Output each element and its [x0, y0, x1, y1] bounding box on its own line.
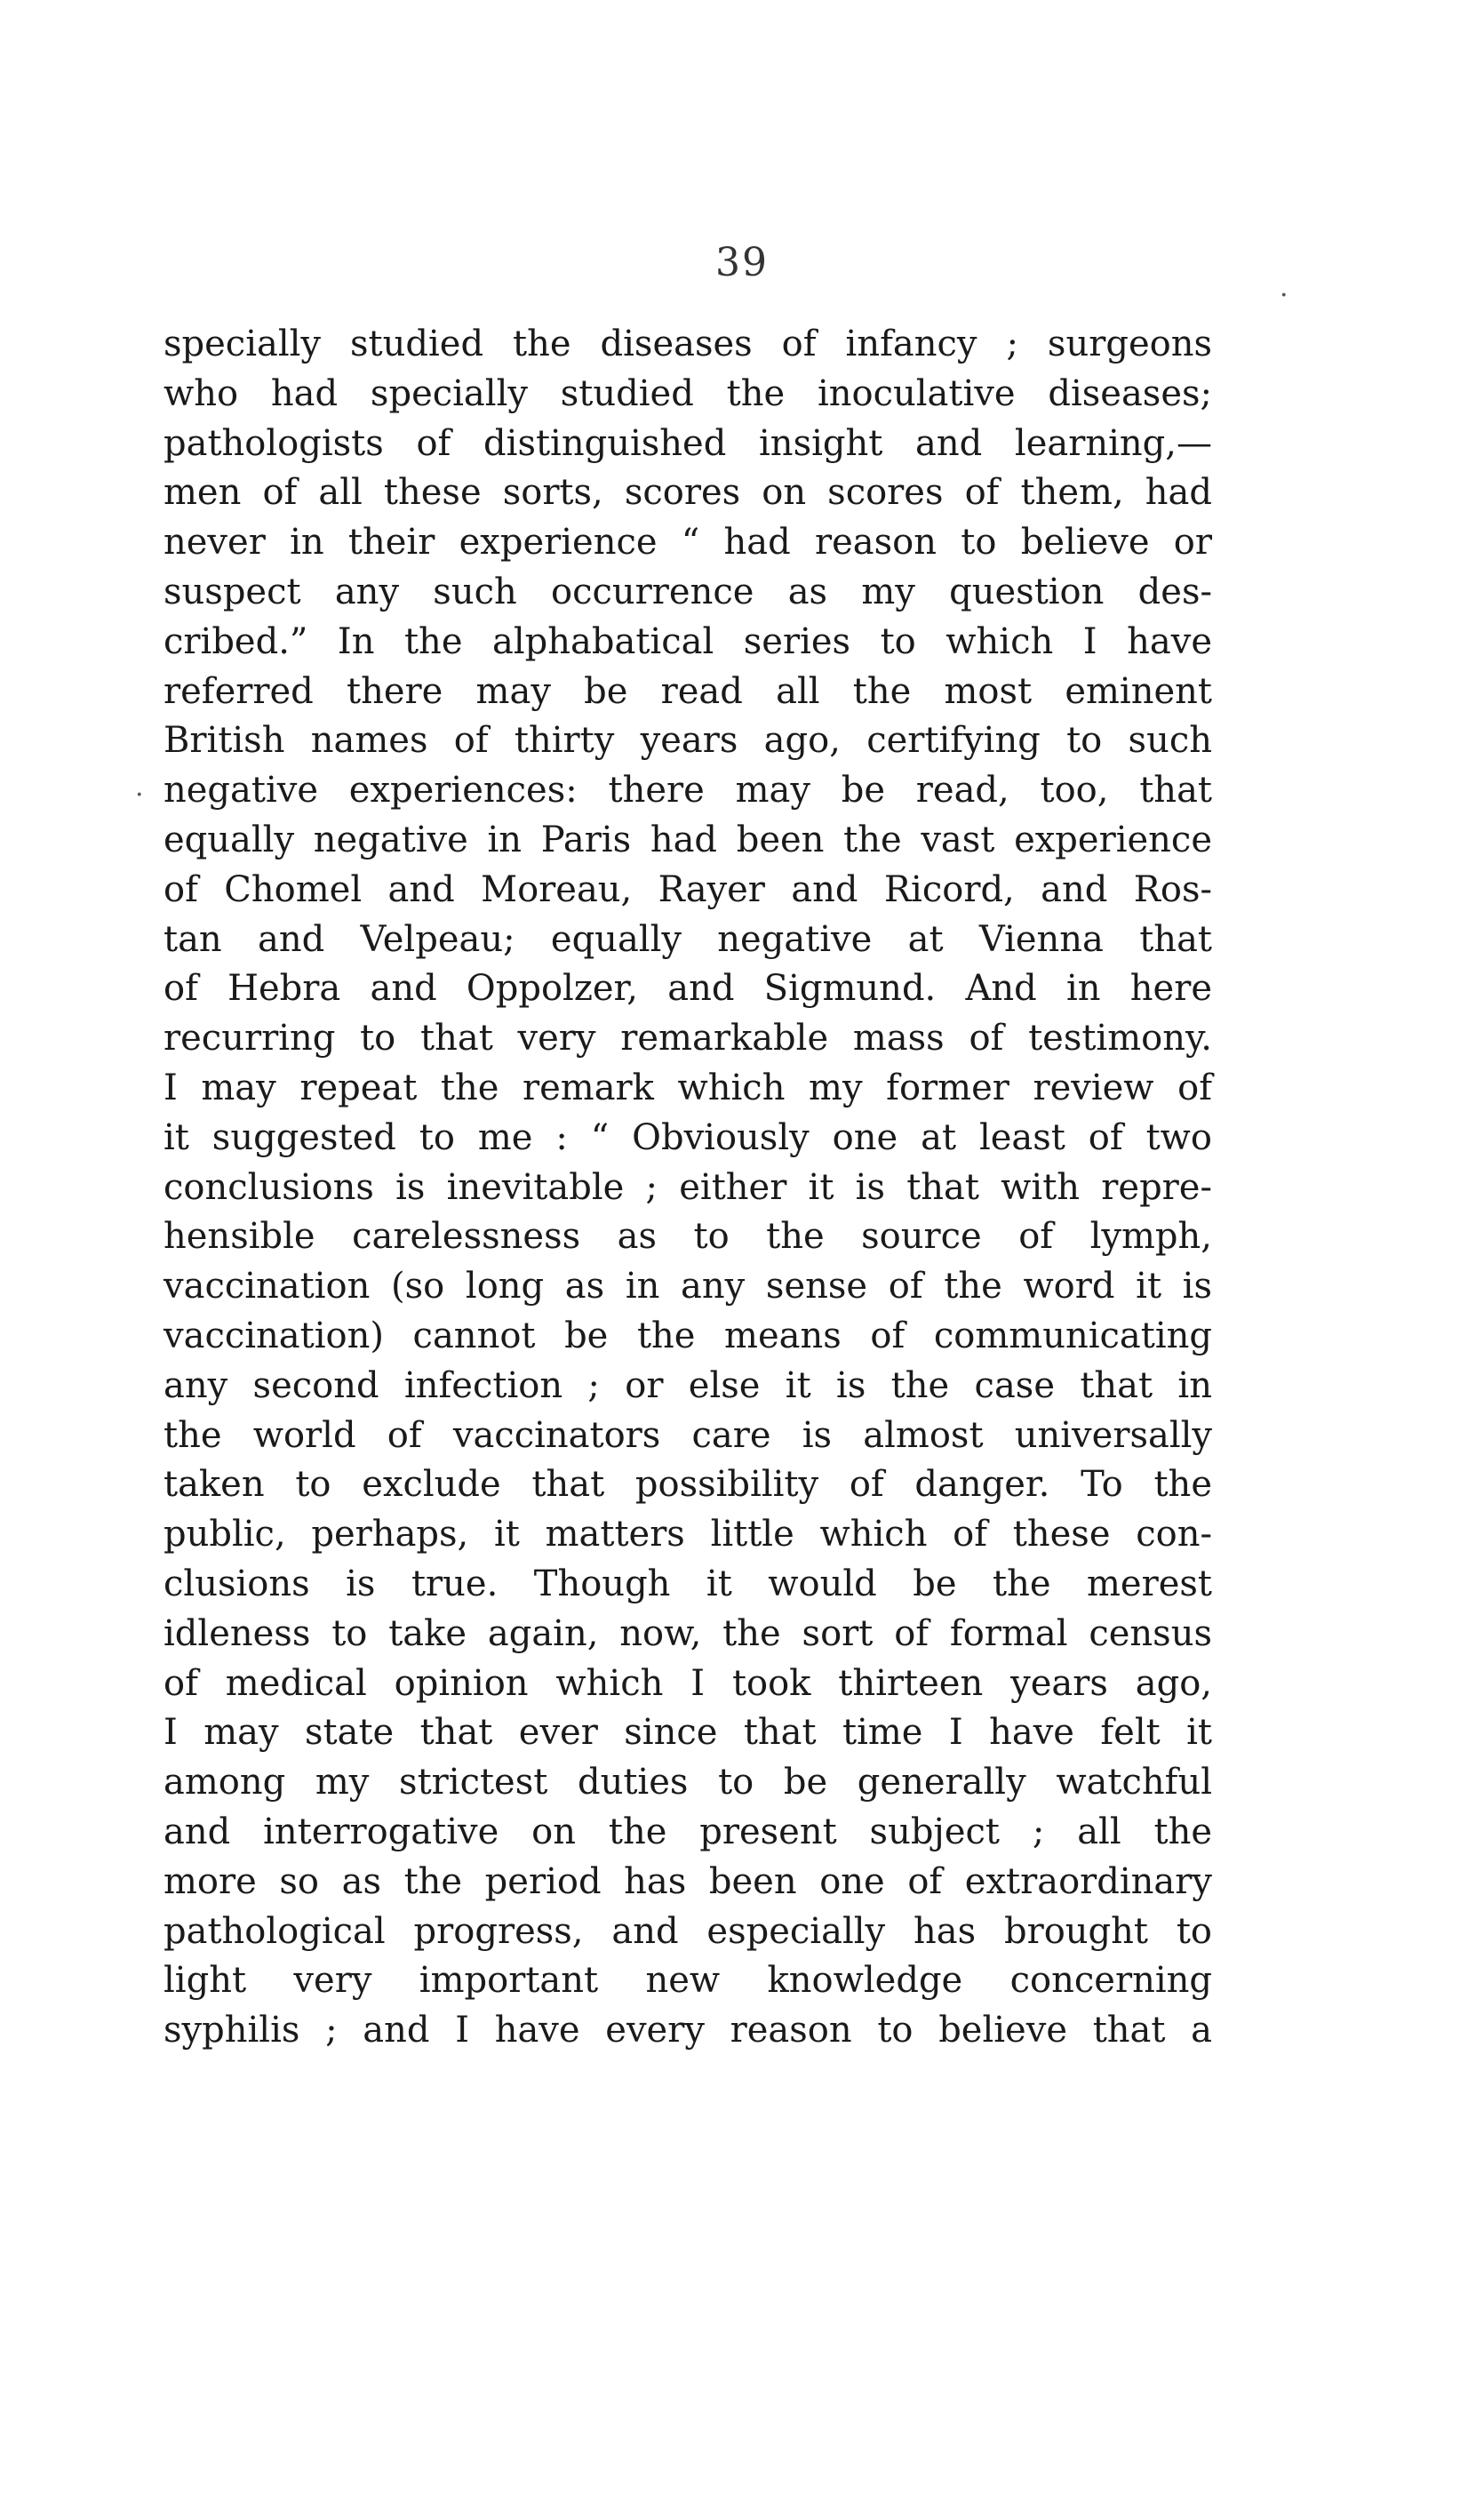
text-line: hensible carelessness as to the source of lymph, — [164, 1216, 1212, 1258]
text-line: I may repeat the remark which my former review of — [164, 1067, 1212, 1108]
text-line: it suggested to me : “ Obviously one at least of two — [164, 1116, 1212, 1158]
text-line: the world of vaccinators care is almost universally — [164, 1414, 1212, 1456]
text-line: tan and Velpeau; equally negative at Vienna that — [164, 918, 1212, 960]
text-line: idleness to take again, now, the sort of formal census — [164, 1612, 1212, 1654]
text-line: and interrogative on the present subject ; all the — [164, 1811, 1212, 1852]
text-line: suspect any such occurrence as my question des- — [164, 571, 1212, 612]
text-line: conclusions is inevitable ; either it is that with repre- — [164, 1166, 1212, 1208]
text-line: men of all these sorts, scores on scores of them, had — [164, 472, 1212, 514]
text-line: public, perhaps, it matters little which of these con- — [164, 1514, 1212, 1555]
text-line: negative experiences: there may be read, too, that — [164, 770, 1212, 812]
text-line: more so as the period has been one of extraordinary — [164, 1860, 1212, 1902]
text-line: cribed.” In the alphabatical series to which I have — [164, 620, 1212, 662]
text-line: clusions is true. Though it would be the merest — [164, 1563, 1212, 1604]
text-line: who had specially studied the inoculative diseases; — [164, 372, 1212, 414]
text-line: syphilis ; and I have every reason to believe that a — [164, 2010, 1212, 2051]
text-line: of Chomel and Moreau, Rayer and Ricord, and Ros- — [164, 868, 1212, 910]
text-line: vaccination) cannot be the means of communicating — [164, 1315, 1212, 1356]
scan-speck: · — [135, 780, 144, 811]
text-line: I may state that ever since that time I have felt it — [164, 1712, 1212, 1754]
text-line: recurring to that very remarkable mass of testimony. — [164, 1018, 1212, 1060]
text-line: any second infection ; or else it is the case that in — [164, 1364, 1212, 1406]
text-line: vaccination (so long as in any sense of the word it is — [164, 1266, 1212, 1307]
text-line: specially studied the diseases of infancy ; surgeons — [164, 324, 1212, 364]
text-line: pathologists of distinguished insight and learning,— — [164, 422, 1212, 464]
text-line: taken to exclude that possibility of danger. To the — [164, 1464, 1212, 1506]
scan-speck: · — [1280, 280, 1289, 311]
text-line: of Hebra and Oppolzer, and Sigmund. And in here — [164, 968, 1212, 1010]
text-line: referred there may be read all the most eminent — [164, 670, 1212, 712]
text-line: equally negative in Paris had been the vast experience — [164, 819, 1212, 860]
text-line: pathological progress, and especially has brought to — [164, 1910, 1212, 1952]
text-line: never in their experience “ had reason to believe or — [164, 522, 1212, 564]
page-number: 39 — [715, 240, 769, 285]
body-text — [164, 320, 1212, 2056]
text-line: British names of thirty years ago, certifying to such — [164, 720, 1212, 762]
text-line: light very important new knowledge concerning — [164, 1960, 1212, 2002]
text-line: among my strictest duties to be generally watchful — [164, 1762, 1212, 1803]
text-line: of medical opinion which I took thirteen years ago, — [164, 1662, 1212, 1704]
